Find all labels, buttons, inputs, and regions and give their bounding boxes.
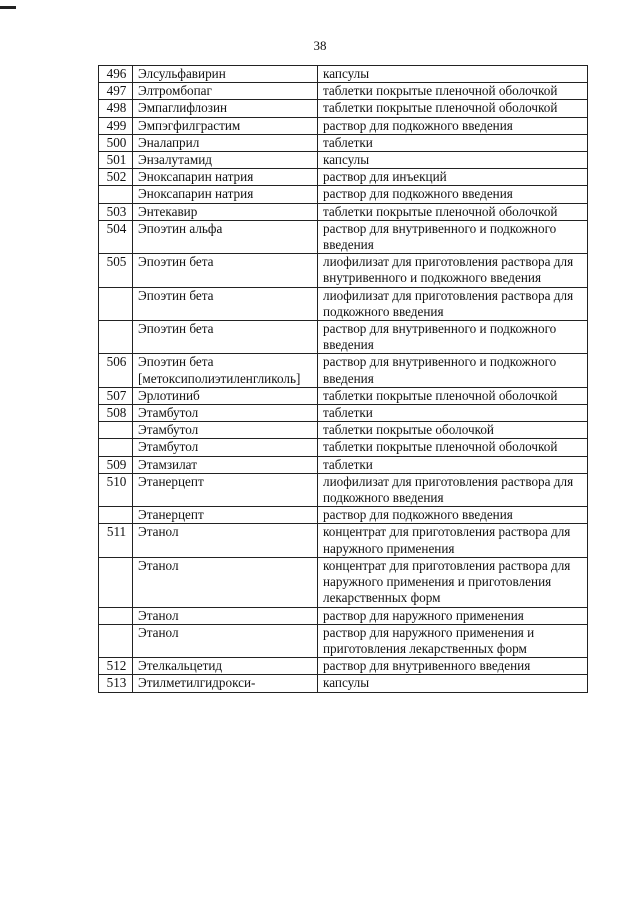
row-number-cell: 507	[99, 387, 133, 404]
table-row	[99, 439, 588, 456]
drug-table	[98, 65, 588, 693]
row-number-cell: 501	[99, 152, 133, 169]
page-number: 38	[313, 38, 327, 53]
drug-name-cell: Этамзилат	[133, 456, 318, 473]
table-row	[99, 456, 588, 473]
table-row	[99, 66, 588, 83]
drug-name-cell: Этанерцепт	[133, 473, 318, 506]
dosage-form-cell: раствор для внутривенного и подкожного введения	[318, 354, 588, 387]
drug-name-cell: Энтекавир	[133, 203, 318, 220]
table-row	[99, 254, 588, 287]
dosage-form-cell: раствор для наружного применения	[318, 607, 588, 624]
row-number-cell: 504	[99, 220, 133, 253]
table-row	[99, 321, 588, 354]
dosage-form-cell: раствор для инъекций	[318, 169, 588, 186]
table-row	[99, 203, 588, 220]
table-row	[99, 557, 588, 607]
table-row	[99, 287, 588, 320]
table-row	[99, 524, 588, 557]
drug-name-cell: Этанол	[133, 557, 318, 607]
row-number-cell: 502	[99, 169, 133, 186]
dosage-form-cell: раствор для подкожного введения	[318, 117, 588, 134]
drug-name-cell: Элтромбопаг	[133, 83, 318, 100]
table-row	[99, 100, 588, 117]
drug-name-cell: Эпоэтин бета [метоксиполиэтиленгликоль]	[133, 354, 318, 387]
dosage-form-cell: таблетки покрытые оболочкой	[318, 422, 588, 439]
drug-name-cell: Эпоэтин бета	[133, 254, 318, 287]
dosage-form-cell: капсулы	[318, 675, 588, 692]
drug-name-cell: Эпоэтин бета	[133, 321, 318, 354]
row-number-cell	[99, 507, 133, 524]
table-row	[99, 422, 588, 439]
row-number-cell	[99, 607, 133, 624]
drug-name-cell: Этамбутол	[133, 439, 318, 456]
table-row	[99, 83, 588, 100]
table-row	[99, 117, 588, 134]
drug-name-cell: Этанол	[133, 624, 318, 657]
table-row	[99, 134, 588, 151]
dosage-form-cell: таблетки покрытые пленочной оболочкой	[318, 439, 588, 456]
dosage-form-cell: капсулы	[318, 152, 588, 169]
dosage-form-cell: таблетки	[318, 405, 588, 422]
drug-name-cell: Этамбутол	[133, 405, 318, 422]
table-row	[99, 354, 588, 387]
table-row	[99, 675, 588, 692]
dosage-form-cell: раствор для внутривенного введения	[318, 658, 588, 675]
row-number-cell: 499	[99, 117, 133, 134]
row-number-cell	[99, 287, 133, 320]
row-number-cell: 498	[99, 100, 133, 117]
dosage-form-cell: раствор для подкожного введения	[318, 186, 588, 203]
row-number-cell	[99, 422, 133, 439]
dosage-form-cell: раствор для внутривенного и подкожного введения	[318, 321, 588, 354]
drug-name-cell: Эмпаглифлозин	[133, 100, 318, 117]
row-number-cell: 506	[99, 354, 133, 387]
table-body	[99, 66, 588, 693]
drug-name-cell: Эноксапарин натрия	[133, 169, 318, 186]
row-number-cell: 510	[99, 473, 133, 506]
drug-name-cell: Этилметилгидрокси-	[133, 675, 318, 692]
dosage-form-cell: лиофилизат для приготовления раствора для подкожного введения	[318, 287, 588, 320]
dosage-form-cell: лиофилизат для приготовления раствора для внутривенного и подкожного введения	[318, 254, 588, 287]
dosage-form-cell: таблетки покрытые пленочной оболочкой	[318, 100, 588, 117]
drug-name-cell: Этамбутол	[133, 422, 318, 439]
dosage-form-cell: концентрат для приготовления раствора для наружного применения	[318, 524, 588, 557]
table-row	[99, 186, 588, 203]
row-number-cell: 503	[99, 203, 133, 220]
row-number-cell	[99, 624, 133, 657]
dosage-form-cell: концентрат для приготовления раствора для наружного применения и приготовления лекарственных форм	[318, 557, 588, 607]
table-row	[99, 220, 588, 253]
dosage-form-cell: таблетки	[318, 456, 588, 473]
row-number-cell: 496	[99, 66, 133, 83]
drug-name-cell: Этанерцепт	[133, 507, 318, 524]
drug-name-cell: Эрлотиниб	[133, 387, 318, 404]
dosage-form-cell: таблетки покрытые пленочной оболочкой	[318, 387, 588, 404]
row-number-cell	[99, 321, 133, 354]
row-number-cell: 511	[99, 524, 133, 557]
table-row	[99, 658, 588, 675]
row-number-cell: 512	[99, 658, 133, 675]
drug-name-cell: Этанол	[133, 607, 318, 624]
row-number-cell: 500	[99, 134, 133, 151]
table-row	[99, 405, 588, 422]
drug-name-cell: Эмпэгфилграстим	[133, 117, 318, 134]
drug-name-cell: Эноксапарин натрия	[133, 186, 318, 203]
dosage-form-cell: таблетки покрытые пленочной оболочкой	[318, 83, 588, 100]
drug-name-cell: Эпоэтин альфа	[133, 220, 318, 253]
table-row	[99, 169, 588, 186]
row-number-cell: 513	[99, 675, 133, 692]
row-number-cell	[99, 557, 133, 607]
drug-name-cell: Элсульфавирин	[133, 66, 318, 83]
row-number-cell: 497	[99, 83, 133, 100]
row-number-cell	[99, 186, 133, 203]
row-number-cell: 509	[99, 456, 133, 473]
drug-name-cell: Энзалутамид	[133, 152, 318, 169]
dosage-form-cell: раствор для подкожного введения	[318, 507, 588, 524]
drug-name-cell: Этелкальцетид	[133, 658, 318, 675]
dosage-form-cell: раствор для внутривенного и подкожного введения	[318, 220, 588, 253]
table-row	[99, 507, 588, 524]
drug-name-cell: Эналаприл	[133, 134, 318, 151]
row-number-cell	[99, 439, 133, 456]
row-number-cell: 505	[99, 254, 133, 287]
table-row	[99, 607, 588, 624]
drug-name-cell: Этанол	[133, 524, 318, 557]
table-row	[99, 473, 588, 506]
row-number-cell: 508	[99, 405, 133, 422]
corner-mark	[0, 6, 16, 9]
dosage-form-cell: таблетки покрытые пленочной оболочкой	[318, 203, 588, 220]
table-row	[99, 387, 588, 404]
dosage-form-cell: лиофилизат для приготовления раствора для подкожного введения	[318, 473, 588, 506]
table-row	[99, 624, 588, 657]
dosage-form-cell: раствор для наружного применения и приготовления лекарственных форм	[318, 624, 588, 657]
dosage-form-cell: капсулы	[318, 66, 588, 83]
dosage-form-cell: таблетки	[318, 134, 588, 151]
table-row	[99, 152, 588, 169]
drug-name-cell: Эпоэтин бета	[133, 287, 318, 320]
